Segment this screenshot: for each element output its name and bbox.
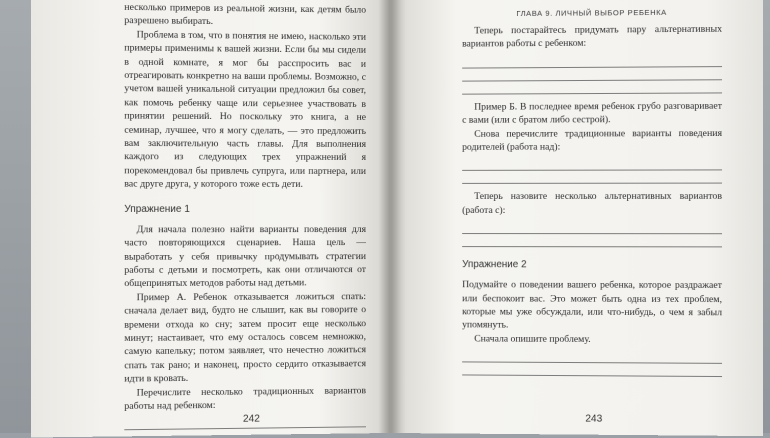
exercise-2-task: Сначала опишите проблему. <box>474 333 591 345</box>
answer-line[interactable] <box>462 67 722 82</box>
answer-line[interactable] <box>462 363 722 378</box>
answer-lines-3 <box>462 221 722 247</box>
running-header: ГЛАВА 9. ЛИЧНЫЙ ВЫБОР РЕБЕНКА <box>516 7 667 19</box>
answer-line[interactable] <box>462 158 722 172</box>
left-page <box>31 0 390 438</box>
example-b: Пример Б. В последнее время ребенок грубо разговаривает с вами (или с братом либо сестрой). <box>462 100 723 126</box>
paragraph-1: несколько примеров из реальной жизни, как детям было разрешено выбирать. <box>124 1 366 28</box>
answer-lines-2 <box>462 158 722 185</box>
answer-line[interactable] <box>462 171 722 184</box>
answer-line[interactable] <box>462 80 722 94</box>
task-1: Теперь постарайтесь придумать пару альтернативных вариантов работы с ребенком: <box>462 23 723 50</box>
exercise-1-example-a: Пример А. Ребенок отказывается ложиться спать: сначала делает вид, будто не слышит, как вы говорите о времени отхода ко сну; затем просит еще несколько минут; настаивает, что ему осталось совсем немножко, самую капельку; потом заявляет, что нечестно ложиться спать так рано; и наконец, просто сердито отказывается идти в кровать. <box>124 290 366 385</box>
exercise-1-title: Упражнение 1 <box>124 203 190 215</box>
exercise-1-task: Перечислите несколько традиционных вариантов работы над ребенком: <box>124 384 366 412</box>
paragraph-2: Проблема в том, что в понятия не имею, насколько эти примеры применимы к вашей жизни. Если бы мы сидели в одной комнате, я мог бы расспросить вас и отреагировать конкретно на ваши проблемы. Возможно, с учетом вашей уникальной ситуации предложил бы совет, как помочь ребенку чаще или серьезнее участвовать в принятии решений. Но поскольку это книга, а не семинар, лучшее, что я могу сделать, — это предложить вам заключительную часть главы. Для выполнения каждого из следующих трех упражнений я порекомендовал бы привлечь супруга, или партнера, или вас друге друга, у которого тоже есть дети. <box>124 29 366 191</box>
answer-lines-1 <box>462 54 722 95</box>
exercise-1-intro: Для начала полезно найти варианты поведения для часто повторяющихся сценариев. Наша цель — выработать у себя привычку продумывать стратегии работы с детьми и посмотреть, как они отличаются от общепринятых методов работы над детьми. <box>124 223 366 290</box>
exercise-2-intro: Подумайте о поведении вашего ребенка, которое раздражает или беспокоит вас. Это может быть одна из тех проблем, которые мы уже обсуждали, или что-нибудь, о чем я забыл упомянуть. <box>462 279 723 331</box>
page-number-right: 243 <box>585 413 603 425</box>
answer-lines-4 <box>462 350 722 378</box>
task-3: Теперь назовите несколько альтернативных вариантов (работа с): <box>462 191 723 216</box>
page-number-left: 242 <box>242 413 260 425</box>
exercise-2-title: Упражнение 2 <box>462 259 527 271</box>
answer-line[interactable] <box>462 221 722 234</box>
answer-line[interactable] <box>462 234 722 247</box>
task-2: Снова перечислите традиционные варианты поведения родителей (работа над): <box>462 127 723 153</box>
right-page <box>390 0 763 436</box>
open-book <box>38 0 758 433</box>
